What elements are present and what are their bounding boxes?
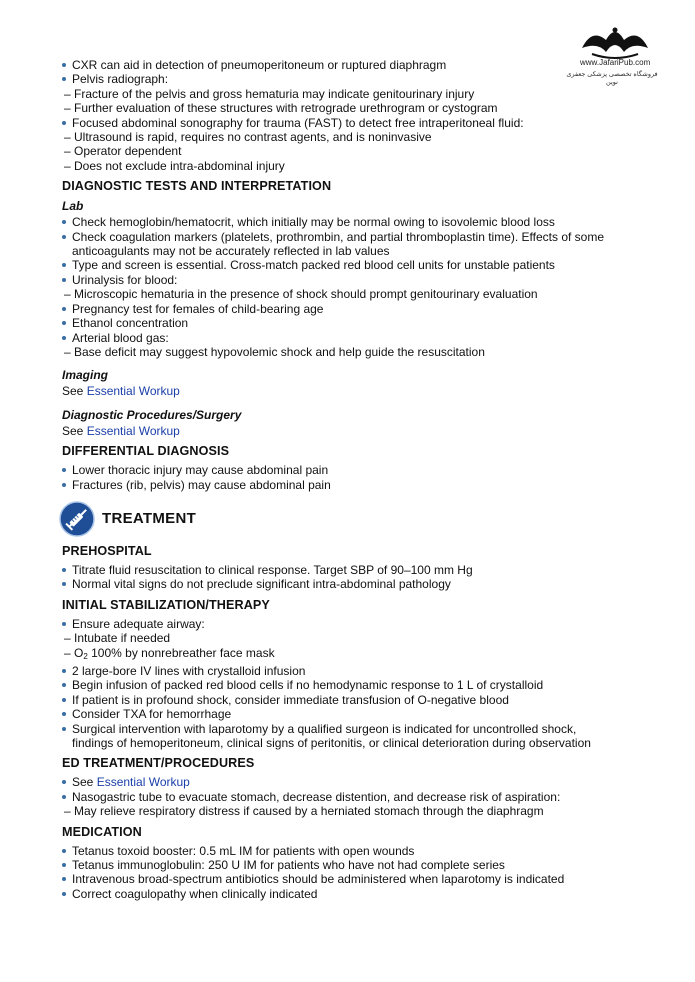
- list-item: Check hemoglobin/hematocrit, which initially may be normal owing to isovolemic blood loss: [62, 215, 662, 229]
- logo-tagline: فروشگاه تخصصی پزشکی جعفری نوین: [566, 71, 658, 86]
- list-item: Correct coagulopathy when clinically indicated: [62, 887, 662, 901]
- list-item: Lower thoracic injury may cause abdominal pain: [62, 463, 662, 477]
- list-item: [62, 775, 662, 789]
- sub-item: – Further evaluation of these structures with retrograde urethrogram or cystogram: [64, 101, 498, 116]
- logo-url: www.JafariPub.com: [580, 58, 651, 67]
- list-item: Pelvis radiograph:: [62, 72, 662, 86]
- sub-item: – Ultrasound is rapid, requires no contrast agents, and is noninvasive: [64, 130, 432, 145]
- see-reference: [62, 384, 662, 398]
- text-fragment: 100% by nonrebreather face mask: [87, 645, 275, 660]
- list-item: 2 large-bore IV lines with crystalloid infusion: [62, 664, 662, 678]
- sub-item: – May relieve respiratory distress if caused by a herniated stomach through the diaphragm: [64, 804, 544, 819]
- section-heading-medication: MEDICATION: [62, 824, 142, 839]
- sub-item: – Does not exclude intra-abdominal injury: [64, 158, 285, 173]
- sub-item: – Operator dependent: [64, 144, 182, 159]
- sub-item: – Base deficit may suggest hypovolemic shock and help guide the resuscitation: [64, 344, 485, 359]
- document-body: [62, 58, 662, 901]
- syringe-icon: [58, 500, 96, 538]
- list-item: Ethanol concentration: [62, 316, 662, 330]
- see-label: See: [62, 423, 84, 438]
- treatment-header: [58, 500, 662, 538]
- sub-item: – Fracture of the pelvis and gross hematuria may indicate genitourinary injury: [64, 86, 475, 101]
- list-item: Arterial blood gas:: [62, 331, 662, 345]
- section-heading-initial: INITIAL STABILIZATION/THERAPY: [62, 597, 270, 612]
- list-item: Ensure adequate airway:: [62, 617, 662, 631]
- see-label: See: [72, 775, 94, 790]
- list-item: Surgical intervention with laparotomy by a qualified surgeon is indicated for uncontrolled shock,: [62, 722, 662, 736]
- section-heading-differential: DIFFERENTIAL DIAGNOSIS: [62, 444, 230, 459]
- list-item: Focused abdominal sonography for trauma (FAST) to detect free intraperitoneal fluid:: [62, 116, 662, 130]
- list-item: Intravenous broad-spectrum antibiotics should be administered when laparotomy is indicated: [62, 872, 662, 886]
- list-item-continuation: findings of hemoperitoneum, clinical signs of peritonitis, or clinical deterioration during observation: [72, 736, 591, 750]
- section-heading-prehospital: PREHOSPITAL: [62, 543, 152, 558]
- treatment-title: TREATMENT: [102, 510, 197, 528]
- subheading-procedures: Diagnostic Procedures/Surgery: [62, 407, 242, 422]
- list-item: Consider TXA for hemorrhage: [62, 707, 662, 721]
- list-item: Check coagulation markers (platelets, prothrombin, and partial thromboplastin time). Effects of some: [62, 230, 662, 244]
- list-item: CXR can aid in detection of pneumoperitoneum or ruptured diaphragm: [62, 58, 662, 72]
- sub-item: – Intubate if needed: [64, 631, 171, 646]
- section-heading-diagnostic: DIAGNOSTIC TESTS AND INTERPRETATION: [62, 179, 332, 194]
- subheading-imaging: Imaging: [62, 368, 109, 383]
- subheading-lab: Lab: [62, 199, 84, 214]
- list-item: If patient is in profound shock, consider immediate transfusion of O-negative blood: [62, 693, 662, 707]
- list-item: Urinalysis for blood:: [62, 273, 662, 287]
- list-item: Normal vital signs do not preclude significant intra-abdominal pathology: [62, 577, 662, 591]
- list-item: Tetanus immunoglobulin: 250 U IM for patients who have not had complete series: [62, 858, 662, 872]
- see-reference: [62, 424, 662, 438]
- list-item-continuation: anticoagulants may not be accurately reflected in lab values: [72, 244, 390, 259]
- text-fragment: – O: [64, 645, 84, 660]
- list-item: Tetanus toxoid booster: 0.5 mL IM for patients with open wounds: [62, 844, 662, 858]
- subscript: 2: [83, 651, 88, 661]
- list-item: Fractures (rib, pelvis) may cause abdominal pain: [62, 478, 662, 492]
- list-item: Titrate fluid resuscitation to clinical response. Target SBP of 90–100 mm Hg: [62, 563, 662, 577]
- essential-workup-link[interactable]: Essential Workup: [96, 775, 190, 790]
- sub-item: [62, 646, 662, 664]
- list-item: Pregnancy test for females of child-bearing age: [62, 302, 662, 316]
- essential-workup-link[interactable]: Essential Workup: [86, 423, 180, 438]
- list-item: Type and screen is essential. Cross-match packed red blood cell units for unstable patients: [62, 258, 662, 272]
- see-label: See: [62, 384, 84, 399]
- list-item: Nasogastric tube to evacuate stomach, decrease distention, and decrease risk of aspiration:: [62, 790, 662, 804]
- essential-workup-link[interactable]: Essential Workup: [86, 384, 180, 399]
- list-item: Begin infusion of packed red blood cells if no hemodynamic response to 1 L of crystalloid: [62, 678, 662, 692]
- section-heading-ed-treatment: ED TREATMENT/PROCEDURES: [62, 756, 255, 771]
- sub-item: – Microscopic hematuria in the presence of shock should prompt genitourinary evaluation: [64, 287, 538, 302]
